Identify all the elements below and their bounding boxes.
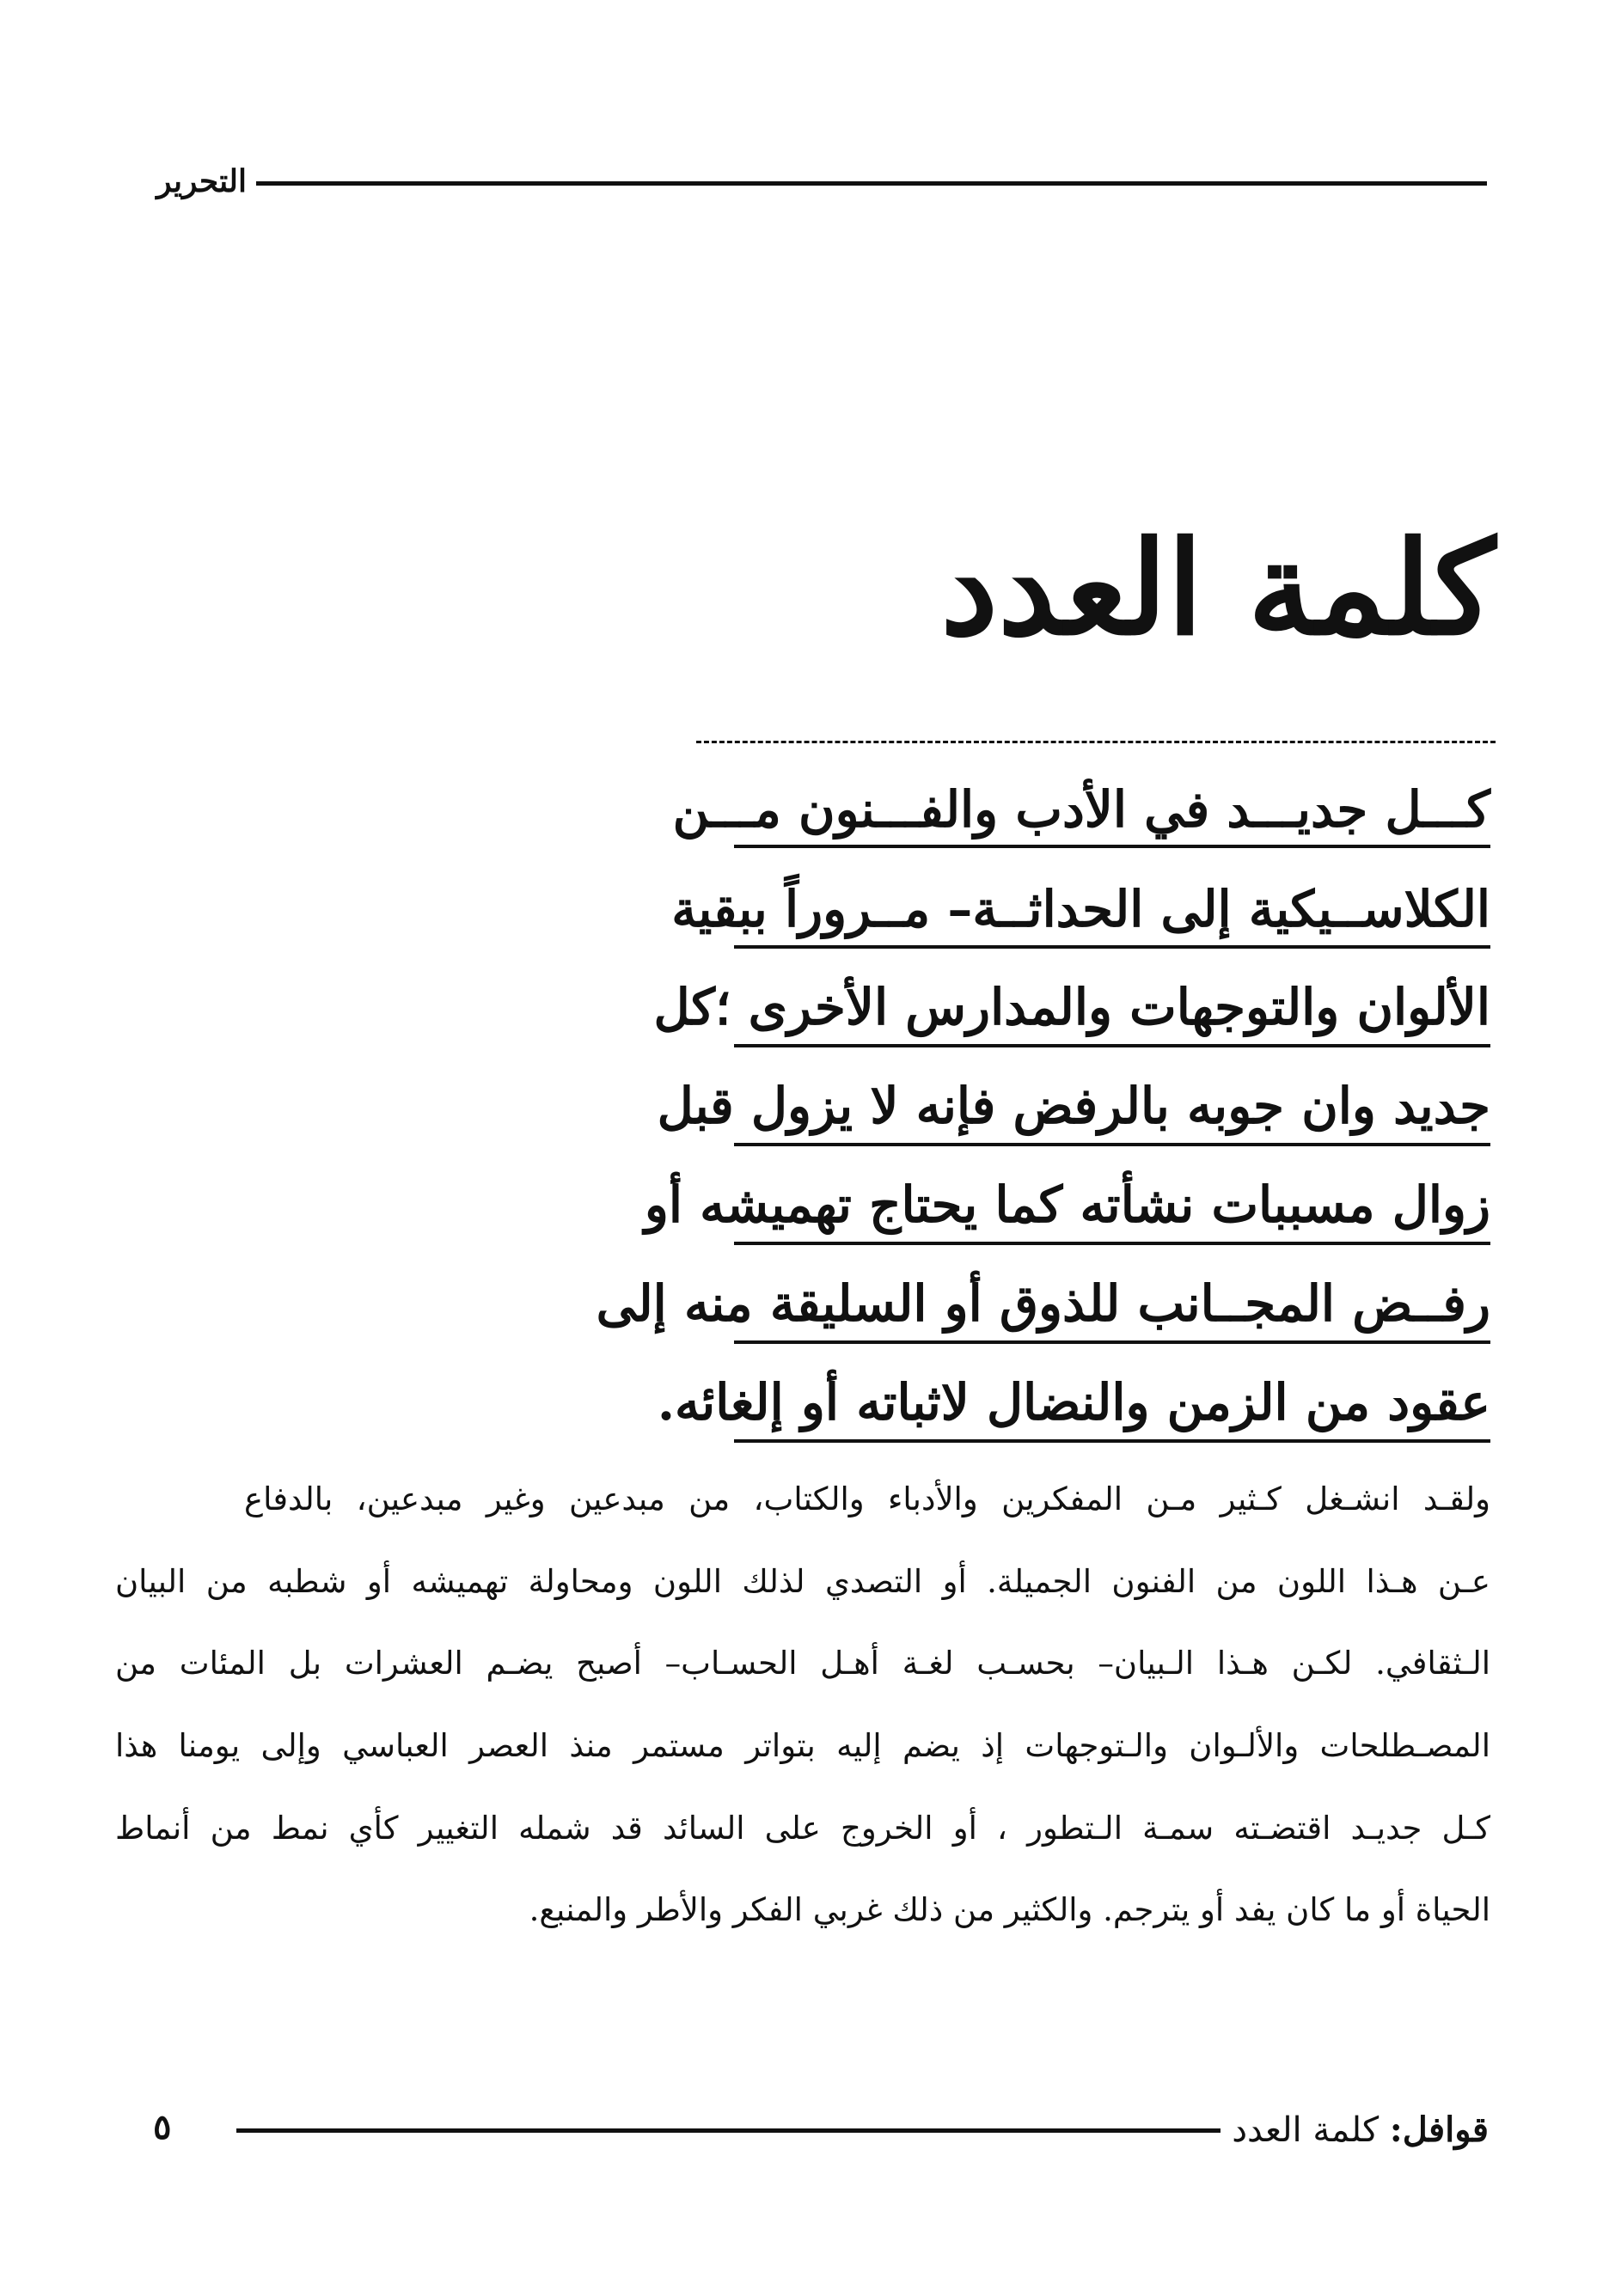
article-title: كلمة العدد [940,513,1496,664]
body-line: ولقـد انشـغل كـثير مـن المفكرين والأدباء والكتاب، من مبدعين وغير مبدعين، بالدفاع [244,1481,1490,1517]
intro-line: الألوان والتوجهات والمدارس الأخرى ؛كل [653,978,1490,1036]
body-line: الحياة أو ما كان يفد أو يترجم. والكثير من ذلك غربي الفكر والأطر والمنبع. [529,1891,1490,1928]
footer-rule [236,2128,1221,2133]
body-line: الـثقافي. لكـن هـذا الـبيان– بحسـب لغـة أهـل الحسـاب– أصبح يضـم العشرات بل المئات من [115,1645,1490,1682]
intro-line: الكلاســيكية إلى الحداثــة– مــروراً ببقية [671,880,1490,938]
intro-line: زوال مسببات نشأته كما يحتاج تهميشه أو [644,1175,1490,1234]
body-line: المصـطلحات والألـوان والـتوجهات إذ يضم إليه بتواتر مستمر منذ العصر العباسي وإلى يومنا هذا [115,1727,1490,1764]
intro-line: رفــض المجــانب للذوق أو السليقة منه إلى [596,1274,1490,1333]
footer-magazine-name: قوافل: [1389,2110,1489,2150]
running-header-section: التحرير [156,163,247,199]
intro-underline [734,1242,1490,1245]
intro-line: جديد وان جوبه بالرفض فإنه لا يزول قبل [657,1077,1490,1135]
running-footer [1232,2110,1489,2150]
body-line: عـن هـذا اللون من الفنون الجميلة. أو التصدي لذلك اللون ومحاولة تهميشه أو شطبه من البيان [115,1563,1490,1600]
page-number: ٥ [153,2107,172,2147]
intro-underline [734,1340,1490,1344]
intro-line: عقود من الزمن والنضال لاثباته أو إلغائه. [657,1373,1490,1432]
body-line: كـل جديـد اقتضـته سمـة الـتطور ، أو الخروج على السائد قد شمله التغيير كأي نمط من أنماط [115,1810,1490,1847]
title-dashed-rule [696,741,1496,743]
intro-underline [734,1044,1490,1047]
header-rule [256,181,1487,186]
intro-underline [734,945,1490,949]
footer-section-title: كلمة العدد [1232,2110,1380,2150]
intro-underline [734,1143,1490,1146]
intro-underline [734,845,1490,848]
intro-line: كـــل جديـــد في الأدب والفـــنون مـــن [672,780,1490,839]
intro-underline [734,1439,1490,1443]
